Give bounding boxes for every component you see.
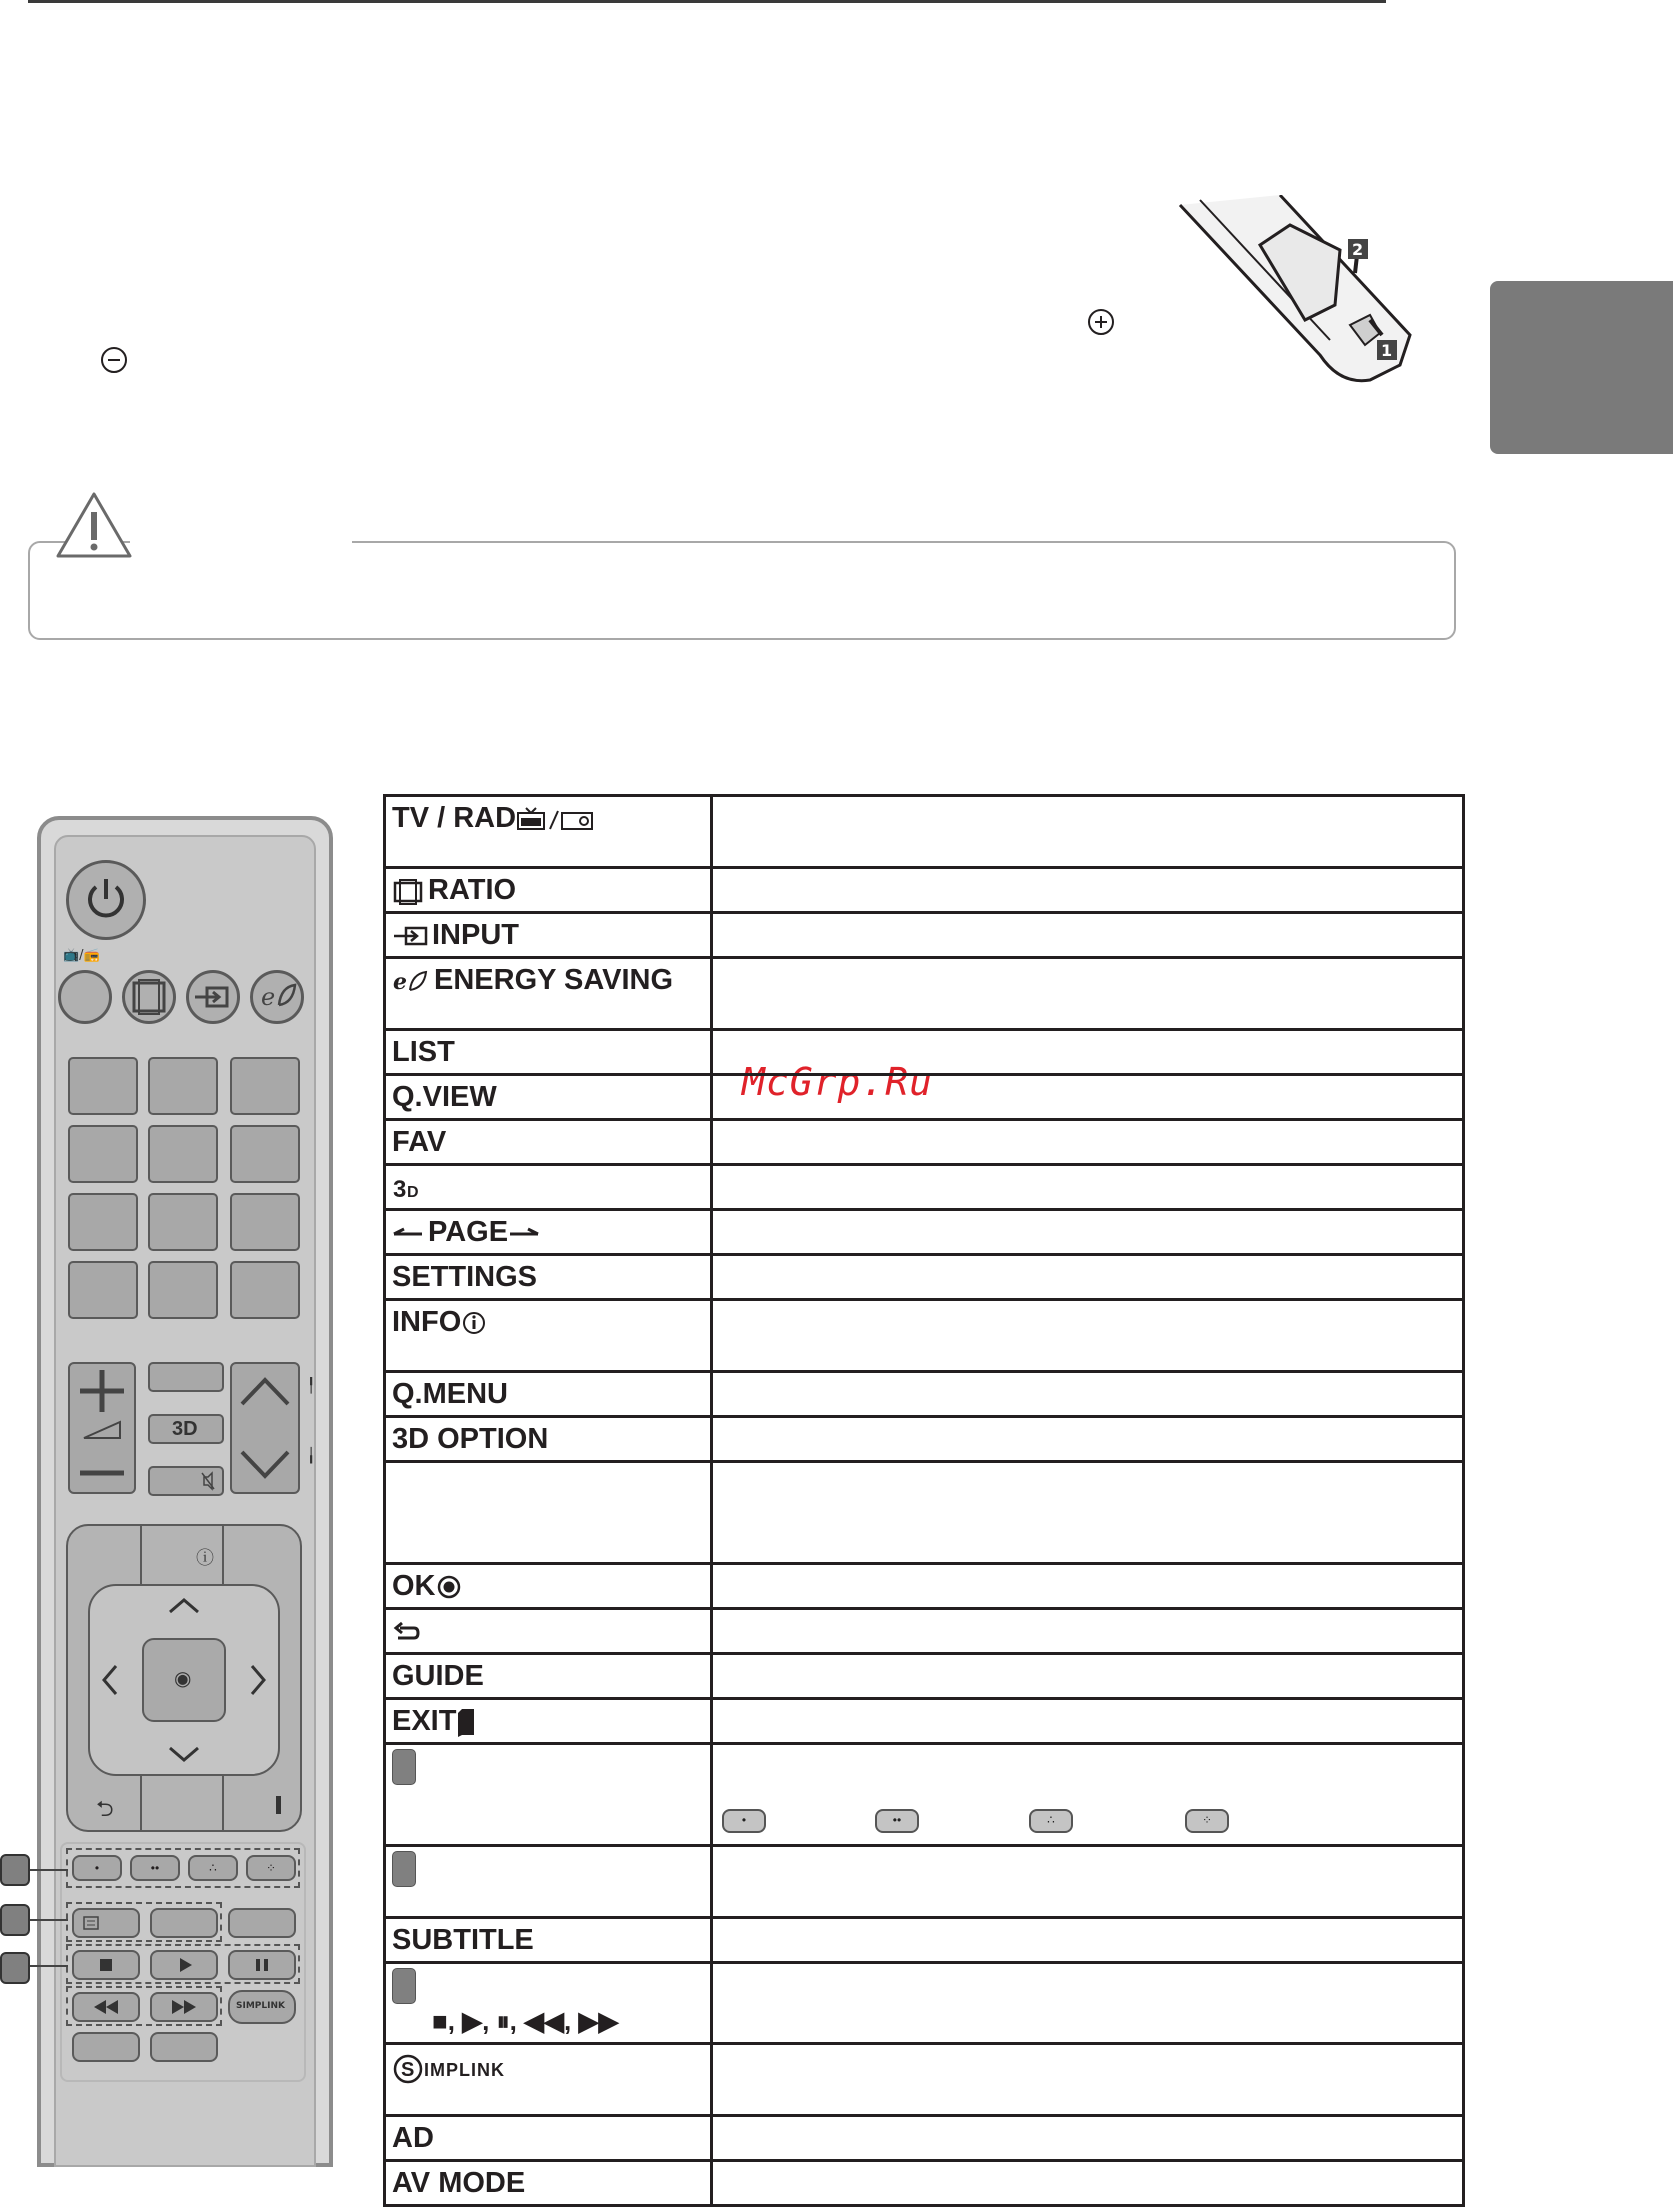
key-description-cell: [712, 1699, 1464, 1744]
table-row: [385, 1918, 1464, 1963]
battery-cover-illustration: [1170, 195, 1420, 395]
3d-icon: [392, 1175, 426, 1201]
number-pad-key[interactable]: [148, 1125, 218, 1183]
key-label: AV MODE: [392, 2167, 526, 2200]
simplink-label: SIMPLINK: [236, 2001, 285, 2011]
key-name-cell: [385, 958, 712, 1030]
table-row: [385, 1372, 1464, 1417]
key-description-cell: [712, 1846, 1464, 1918]
number-pad-key[interactable]: [148, 1261, 218, 1319]
table-row: [385, 1699, 1464, 1744]
table-row: [385, 1654, 1464, 1699]
key-label: RATIO: [428, 874, 517, 906]
channel-arrows-icon: [232, 1364, 298, 1492]
callout-badge-icon: [392, 1968, 416, 2004]
table-row: [385, 1165, 1464, 1210]
key-name-cell: [385, 913, 712, 958]
input-button[interactable]: [186, 970, 240, 1024]
battery-minus-icon: [99, 345, 129, 375]
info-icon: [461, 1310, 487, 1336]
key-name-cell: [385, 1075, 712, 1120]
table-row: [385, 1210, 1464, 1255]
remote-color-button-1[interactable]: •: [72, 1855, 122, 1881]
remote-color-button-2[interactable]: ••: [130, 1855, 180, 1881]
callout-line: [30, 1869, 68, 1871]
number-pad-key[interactable]: [230, 1261, 300, 1319]
volume-rocker[interactable]: [68, 1362, 136, 1494]
fast-forward-icon: [152, 1994, 216, 2020]
key-name-cell: [385, 1699, 712, 1744]
key-name-cell: [385, 1372, 712, 1417]
energy-saving-icon: [253, 973, 301, 1021]
callout-badge-icon: [0, 1952, 30, 1984]
key-label: Q.MENU: [392, 1378, 508, 1410]
ok-glyph: ◉: [174, 1666, 192, 1690]
key-name-cell: [385, 1744, 712, 1846]
svg-text:e: e: [393, 969, 407, 995]
table-row: [385, 1417, 1464, 1462]
play-icon: [152, 1952, 216, 1978]
key-description-cell: [712, 1210, 1464, 1255]
simplink-logo-icon: [392, 2051, 510, 2085]
teletext-icon: [74, 1910, 138, 1936]
key-label: TV / RAD: [392, 802, 517, 834]
table-row: [385, 913, 1464, 958]
fast-forward-button[interactable]: [150, 1992, 218, 2022]
key-description-cell: [712, 1300, 1464, 1372]
color-button-1: •: [722, 1809, 766, 1833]
table-row: [385, 1075, 1464, 1120]
number-pad-key[interactable]: [148, 1057, 218, 1115]
3d-button[interactable]: [148, 1414, 224, 1444]
key-description-cell: [712, 1030, 1464, 1075]
rewind-button[interactable]: [72, 1992, 140, 2022]
page-left-arrow-icon: [392, 1226, 424, 1240]
key-label: FAV: [392, 1126, 447, 1158]
key-label: AD: [392, 2122, 434, 2155]
warning-icon: [54, 490, 134, 560]
key-label: SUBTITLE: [392, 1924, 534, 1956]
key-name-cell: [385, 1654, 712, 1699]
table-row: [385, 2161, 1464, 2206]
key-label: SETTINGS: [392, 1261, 538, 1293]
number-pad-key[interactable]: [230, 1125, 300, 1183]
key-description-cell: [712, 1462, 1464, 1564]
3d-label: 3D: [172, 1418, 198, 1440]
exit-door-icon: [456, 1707, 478, 1737]
key-description-cell: [712, 1165, 1464, 1210]
exit-door-icon: [276, 1796, 281, 1814]
table-row: [385, 1255, 1464, 1300]
key-description-cell: [712, 1417, 1464, 1462]
key-name-cell: [385, 1918, 712, 1963]
key-description-cell: [712, 868, 1464, 913]
info-glyph: ⓘ: [196, 1548, 214, 1569]
key-description-cell: [712, 1609, 1464, 1654]
key-label: PAGE: [428, 1216, 509, 1248]
energy-saving-icon: [392, 968, 430, 994]
table-row: [385, 868, 1464, 913]
key-label: INFO: [392, 1306, 462, 1338]
table-row: [385, 1846, 1464, 1918]
key-label: ■, ▶, ⏸, ◀◀, ▶▶: [432, 2006, 619, 2037]
input-icon: [189, 973, 237, 1021]
key-label: OK: [392, 1570, 436, 1602]
volume-icon: [70, 1364, 134, 1492]
key-description-cell: [712, 958, 1464, 1030]
color-button-2: ••: [875, 1809, 919, 1833]
t-option-button[interactable]: [150, 1908, 218, 1938]
table-row: [385, 958, 1464, 1030]
key-label: INPUT: [432, 919, 519, 951]
table-row: [385, 1030, 1464, 1075]
number-pad-key[interactable]: [230, 1193, 300, 1251]
nav-divider: [140, 1524, 142, 1584]
pause-icon: [230, 1952, 294, 1978]
svg-text:1: 1: [1381, 341, 1393, 360]
key-description-cell: [712, 2116, 1464, 2161]
callout-badge-icon: [0, 1854, 30, 1886]
stop-button[interactable]: [72, 1950, 140, 1980]
caution-box-gap: [130, 536, 352, 548]
key-description-cell: [712, 1255, 1464, 1300]
key-name-cell: [385, 1030, 712, 1075]
teletext-button[interactable]: [72, 1908, 140, 1938]
key-description-cell: [712, 1963, 1464, 2044]
stop-icon: [74, 1952, 138, 1978]
key-name-cell: [385, 1564, 712, 1609]
key-label: Q.VIEW: [392, 1081, 497, 1113]
back-glyph: ⮌: [96, 1797, 114, 1822]
battery-plus-icon: [1086, 307, 1116, 337]
svg-text:IMPLINK: IMPLINK: [424, 2059, 505, 2080]
table-row: [385, 2116, 1464, 2161]
table-row: [385, 1744, 1464, 1846]
list-button[interactable]: [148, 1362, 224, 1392]
callout-line: [30, 1919, 68, 1921]
svg-text:D: D: [407, 1184, 419, 1202]
key-name-cell: [385, 1255, 712, 1300]
input-icon: [392, 924, 428, 948]
ad-button[interactable]: [72, 2032, 140, 2062]
power-icon: [69, 863, 143, 937]
ratio-button[interactable]: [122, 970, 176, 1024]
key-label: ENERGY SAVING: [434, 964, 674, 996]
table-row: [385, 796, 1464, 868]
number-pad-key[interactable]: [230, 1057, 300, 1115]
callout-badge-icon: [392, 1851, 416, 1887]
chapter-tab: [1490, 281, 1673, 454]
energy-saving-button[interactable]: [250, 970, 304, 1024]
back-arrow-icon: [392, 1619, 420, 1645]
key-name-cell: [385, 1417, 712, 1462]
tv-rad-button[interactable]: [58, 970, 112, 1024]
number-pad-key[interactable]: [148, 1193, 218, 1251]
nav-divider: [222, 1772, 224, 1832]
play-button[interactable]: [150, 1950, 218, 1980]
color-button-4: ⁘: [1185, 1809, 1229, 1833]
key-description-cell: [712, 1918, 1464, 1963]
key-description-cell: [712, 1120, 1464, 1165]
number-pad-key[interactable]: [68, 1261, 138, 1319]
channel-rocker[interactable]: [230, 1362, 300, 1494]
number-pad-key[interactable]: [68, 1057, 138, 1115]
key-name-cell: [385, 2161, 712, 2206]
key-label: 3D OPTION: [392, 1423, 549, 1455]
key-description-cell: [712, 1075, 1464, 1120]
top-rule: [28, 0, 1386, 3]
svg-text:S: S: [401, 2058, 415, 2081]
rewind-icon: [74, 1994, 138, 2020]
watermark: McGrp.Ru: [742, 1060, 934, 1104]
key-name-cell: [385, 1165, 712, 1210]
key-name-cell: [385, 868, 712, 913]
color-button-3: ∴: [1029, 1809, 1073, 1833]
pause-button[interactable]: [228, 1950, 296, 1980]
caution-box: [28, 541, 1456, 640]
table-row: [385, 1609, 1464, 1654]
key-name-cell: [385, 1120, 712, 1165]
ratio-icon: [392, 877, 424, 905]
key-description-cell: [712, 913, 1464, 958]
key-description-cell: [712, 2044, 1464, 2116]
table-row: [385, 1564, 1464, 1609]
nav-divider: [140, 1772, 142, 1832]
tv-rad-label: 📺/📻: [63, 948, 100, 963]
power-button[interactable]: [66, 860, 146, 940]
page-right-arrow-icon: [508, 1226, 540, 1240]
ratio-icon: [125, 973, 173, 1021]
key-name-cell: [385, 1963, 712, 2044]
ok-button[interactable]: [142, 1638, 226, 1722]
table-row: [385, 1963, 1464, 2044]
simplink-button[interactable]: [228, 1990, 296, 2024]
remote-key-table: [383, 794, 1465, 2207]
key-label: GUIDE: [392, 1660, 484, 1692]
key-label: LIST: [392, 1036, 455, 1068]
ok-target-icon: [436, 1574, 462, 1600]
svg-text:e: e: [261, 983, 276, 1011]
callout-badge-icon: [392, 1749, 416, 1785]
key-description-cell: [712, 796, 1464, 868]
subtitle-button[interactable]: [228, 1908, 296, 1938]
key-description-cell: [712, 1372, 1464, 1417]
key-name-cell: [385, 1210, 712, 1255]
svg-text:3: 3: [393, 1176, 407, 1202]
table-row: [385, 2044, 1464, 2116]
table-row: [385, 1300, 1464, 1372]
number-pad-key[interactable]: [68, 1125, 138, 1183]
callout-badge-icon: [0, 1904, 30, 1936]
key-label: EXIT: [392, 1705, 457, 1737]
key-name-cell: [385, 2116, 712, 2161]
page-up-mark: ╿: [307, 1378, 316, 1394]
key-name-cell: [385, 1300, 712, 1372]
mute-button[interactable]: [148, 1466, 224, 1496]
svg-text:2: 2: [1352, 240, 1364, 259]
key-name-cell: [385, 796, 712, 868]
remote-color-button-3[interactable]: ∴: [188, 1855, 238, 1881]
key-name-cell: [385, 1609, 712, 1654]
mute-icon: [150, 1468, 222, 1494]
table-row: [385, 1120, 1464, 1165]
key-description-cell: [712, 1654, 1464, 1699]
key-name-cell: [385, 2044, 712, 2116]
key-name-cell: [385, 1846, 712, 1918]
callout-line: [30, 1965, 68, 1967]
key-name-cell: [385, 1462, 712, 1564]
page-down-mark: ╽: [307, 1448, 316, 1464]
av-mode-button[interactable]: [150, 2032, 218, 2062]
table-row: [385, 1462, 1464, 1564]
tv-radio-icon: [516, 807, 596, 831]
key-description-cell: [712, 2161, 1464, 2206]
key-description-cell: [712, 1564, 1464, 1609]
nav-divider: [222, 1524, 224, 1584]
number-pad-key[interactable]: [68, 1193, 138, 1251]
remote-color-button-4[interactable]: ⁘: [246, 1855, 296, 1881]
key-description-cell: [712, 1744, 1464, 1846]
